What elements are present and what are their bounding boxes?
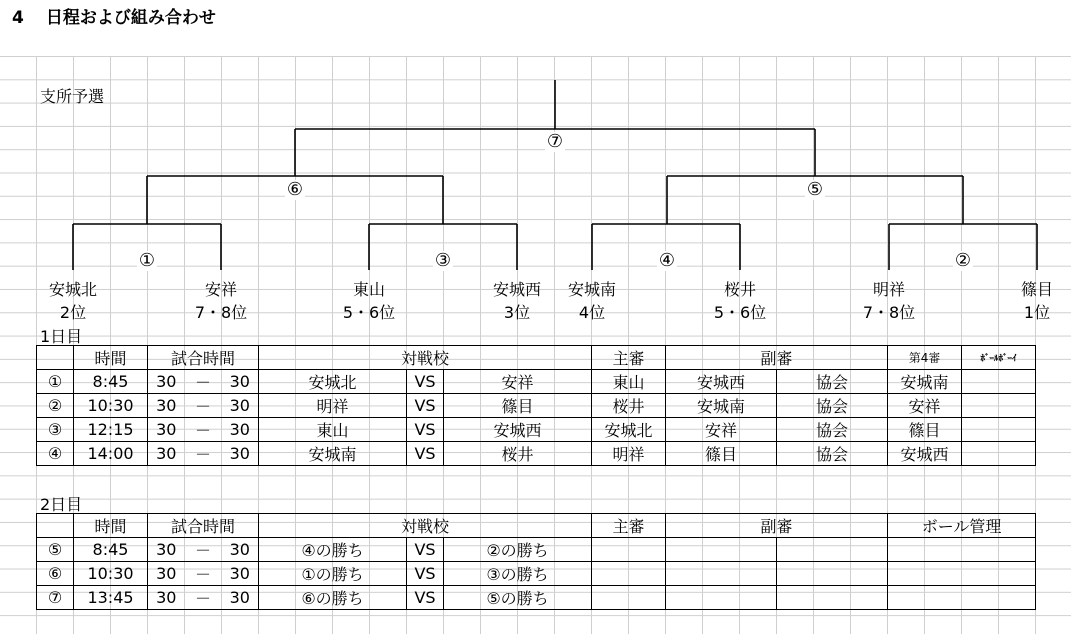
team-name: 桜井 [723, 280, 757, 299]
home-team: 安城南 [259, 442, 407, 466]
header-ballboy: ﾎﾞｰﾙﾎﾞｰｲ [962, 346, 1036, 370]
match-time: 8:45 [74, 370, 148, 394]
heading-number: 4 [12, 8, 24, 28]
match-time: 10:30 [74, 394, 148, 418]
home-team: ①の勝ち [259, 562, 407, 586]
away-team: 安祥 [444, 370, 592, 394]
duration-first-half: 30 [148, 586, 185, 610]
referee: 明祥 [592, 442, 666, 466]
away-team: 桜井 [444, 442, 592, 466]
header-teams: 対戦校 [259, 346, 592, 370]
match-time: 14:00 [74, 442, 148, 466]
header-duration: 試合時間 [148, 346, 259, 370]
match-number: ⑥ [37, 562, 74, 586]
referee [592, 586, 666, 610]
away-team: 安城西 [444, 418, 592, 442]
match-time: 8:45 [74, 538, 148, 562]
section-label: 支所予選 [40, 87, 105, 106]
assistant-referee-1: 篠目 [666, 442, 777, 466]
day2-label: 2日目 [40, 495, 83, 514]
header-referee: 主審 [592, 514, 666, 538]
fourth-official: 篠目 [888, 418, 962, 442]
duration-first-half: 30 [148, 562, 185, 586]
duration-dash: － [185, 442, 222, 466]
vs-label: VS [407, 394, 444, 418]
duration-first-half: 30 [148, 370, 185, 394]
assistant-referee-1 [666, 538, 777, 562]
duration-dash: － [185, 586, 222, 610]
ball-management [888, 562, 1036, 586]
duration-second-half: 30 [222, 394, 259, 418]
home-team: 東山 [259, 418, 407, 442]
match-number: ③ [37, 418, 74, 442]
duration-dash: － [185, 418, 222, 442]
day2-schedule-table [36, 513, 1036, 610]
assistant-referee-2 [777, 586, 888, 610]
team-rank: 2位 [59, 303, 87, 322]
table-header-row [37, 514, 1036, 538]
assistant-referee-1: 安祥 [666, 418, 777, 442]
home-team: 安城北 [259, 370, 407, 394]
referee: 桜井 [592, 394, 666, 418]
duration-first-half: 30 [148, 394, 185, 418]
team-rank: 1位 [1023, 303, 1051, 322]
fourth-official: 安城南 [888, 370, 962, 394]
away-team: 篠目 [444, 394, 592, 418]
team-name: 安祥 [204, 280, 238, 299]
table-row [37, 586, 1036, 610]
match-time: 13:45 [74, 586, 148, 610]
vs-label: VS [407, 418, 444, 442]
duration-second-half: 30 [222, 370, 259, 394]
team-name: 東山 [352, 280, 386, 299]
duration-first-half: 30 [148, 418, 185, 442]
duration-dash: － [185, 370, 222, 394]
header-teams: 対戦校 [259, 514, 592, 538]
bracket-match-1: ① [138, 250, 156, 271]
team-rank: 3位 [503, 303, 531, 322]
vs-label: VS [407, 442, 444, 466]
team-rank: 5・6位 [342, 303, 396, 322]
day1-schedule-table [36, 345, 1036, 466]
away-team: ⑤の勝ち [444, 586, 592, 610]
referee: 安城北 [592, 418, 666, 442]
away-team: ③の勝ち [444, 562, 592, 586]
home-team: ④の勝ち [259, 538, 407, 562]
day1-label: 1日目 [40, 327, 83, 346]
ballboy [962, 418, 1036, 442]
ball-management [888, 538, 1036, 562]
match-number: ⑤ [37, 538, 74, 562]
header-time: 時間 [74, 346, 148, 370]
assistant-referee-1: 安城西 [666, 370, 777, 394]
referee [592, 562, 666, 586]
team-rank: 7・8位 [862, 303, 916, 322]
ballboy [962, 370, 1036, 394]
bracket-match-3: ③ [434, 250, 452, 271]
assistant-referee-2 [777, 538, 888, 562]
assistant-referee-1 [666, 562, 777, 586]
bracket-match-7: ⑦ [546, 131, 564, 152]
match-number: ⑦ [37, 586, 74, 610]
fourth-official: 安祥 [888, 394, 962, 418]
duration-first-half: 30 [148, 538, 185, 562]
team-rank: 5・6位 [713, 303, 767, 322]
header-assistant: 副審 [666, 514, 888, 538]
assistant-referee-2: 協会 [777, 370, 888, 394]
referee [592, 538, 666, 562]
duration-second-half: 30 [222, 418, 259, 442]
team-name: 安城北 [48, 280, 98, 299]
table-header-row [37, 346, 1036, 370]
table-row [37, 442, 1036, 466]
vs-label: VS [407, 562, 444, 586]
table-row [37, 394, 1036, 418]
match-number: ② [37, 394, 74, 418]
team-name: 篠目 [1020, 280, 1054, 299]
match-number: ① [37, 370, 74, 394]
header-ball-management: ボール管理 [888, 514, 1036, 538]
match-time: 10:30 [74, 562, 148, 586]
team-name: 明祥 [872, 280, 906, 299]
match-time: 12:15 [74, 418, 148, 442]
duration-first-half: 30 [148, 442, 185, 466]
table-row [37, 538, 1036, 562]
ballboy [962, 394, 1036, 418]
duration-dash: － [185, 538, 222, 562]
ball-management [888, 586, 1036, 610]
duration-dash: － [185, 394, 222, 418]
away-team: ②の勝ち [444, 538, 592, 562]
match-number: ④ [37, 442, 74, 466]
fourth-official: 安城西 [888, 442, 962, 466]
assistant-referee-2: 協会 [777, 418, 888, 442]
header-duration: 試合時間 [148, 514, 259, 538]
bracket-match-2: ② [954, 250, 972, 271]
header-assistant: 副審 [666, 346, 888, 370]
table-row [37, 562, 1036, 586]
duration-second-half: 30 [222, 562, 259, 586]
vs-label: VS [407, 586, 444, 610]
home-team: 明祥 [259, 394, 407, 418]
header-cell [37, 514, 74, 538]
duration-second-half: 30 [222, 442, 259, 466]
home-team: ⑥の勝ち [259, 586, 407, 610]
assistant-referee-1 [666, 586, 777, 610]
referee: 東山 [592, 370, 666, 394]
duration-second-half: 30 [222, 538, 259, 562]
header-fourth-official: 第4審 [888, 346, 962, 370]
assistant-referee-1: 安城南 [666, 394, 777, 418]
assistant-referee-2: 協会 [777, 394, 888, 418]
bracket-match-6: ⑥ [286, 179, 304, 200]
bracket-match-5: ⑤ [806, 179, 824, 200]
team-name: 安城西 [492, 280, 542, 299]
bracket-match-4: ④ [658, 250, 676, 271]
team-rank: 7・8位 [194, 303, 248, 322]
assistant-referee-2 [777, 562, 888, 586]
duration-dash: － [185, 562, 222, 586]
ballboy [962, 442, 1036, 466]
team-name: 安城南 [567, 280, 617, 299]
vs-label: VS [407, 370, 444, 394]
header-time: 時間 [74, 514, 148, 538]
team-rank: 4位 [578, 303, 606, 322]
table-row [37, 418, 1036, 442]
duration-second-half: 30 [222, 586, 259, 610]
header-referee: 主審 [592, 346, 666, 370]
assistant-referee-2: 協会 [777, 442, 888, 466]
heading-title: 日程および組み合わせ [45, 8, 216, 28]
header-cell [37, 346, 74, 370]
vs-label: VS [407, 538, 444, 562]
table-row [37, 370, 1036, 394]
